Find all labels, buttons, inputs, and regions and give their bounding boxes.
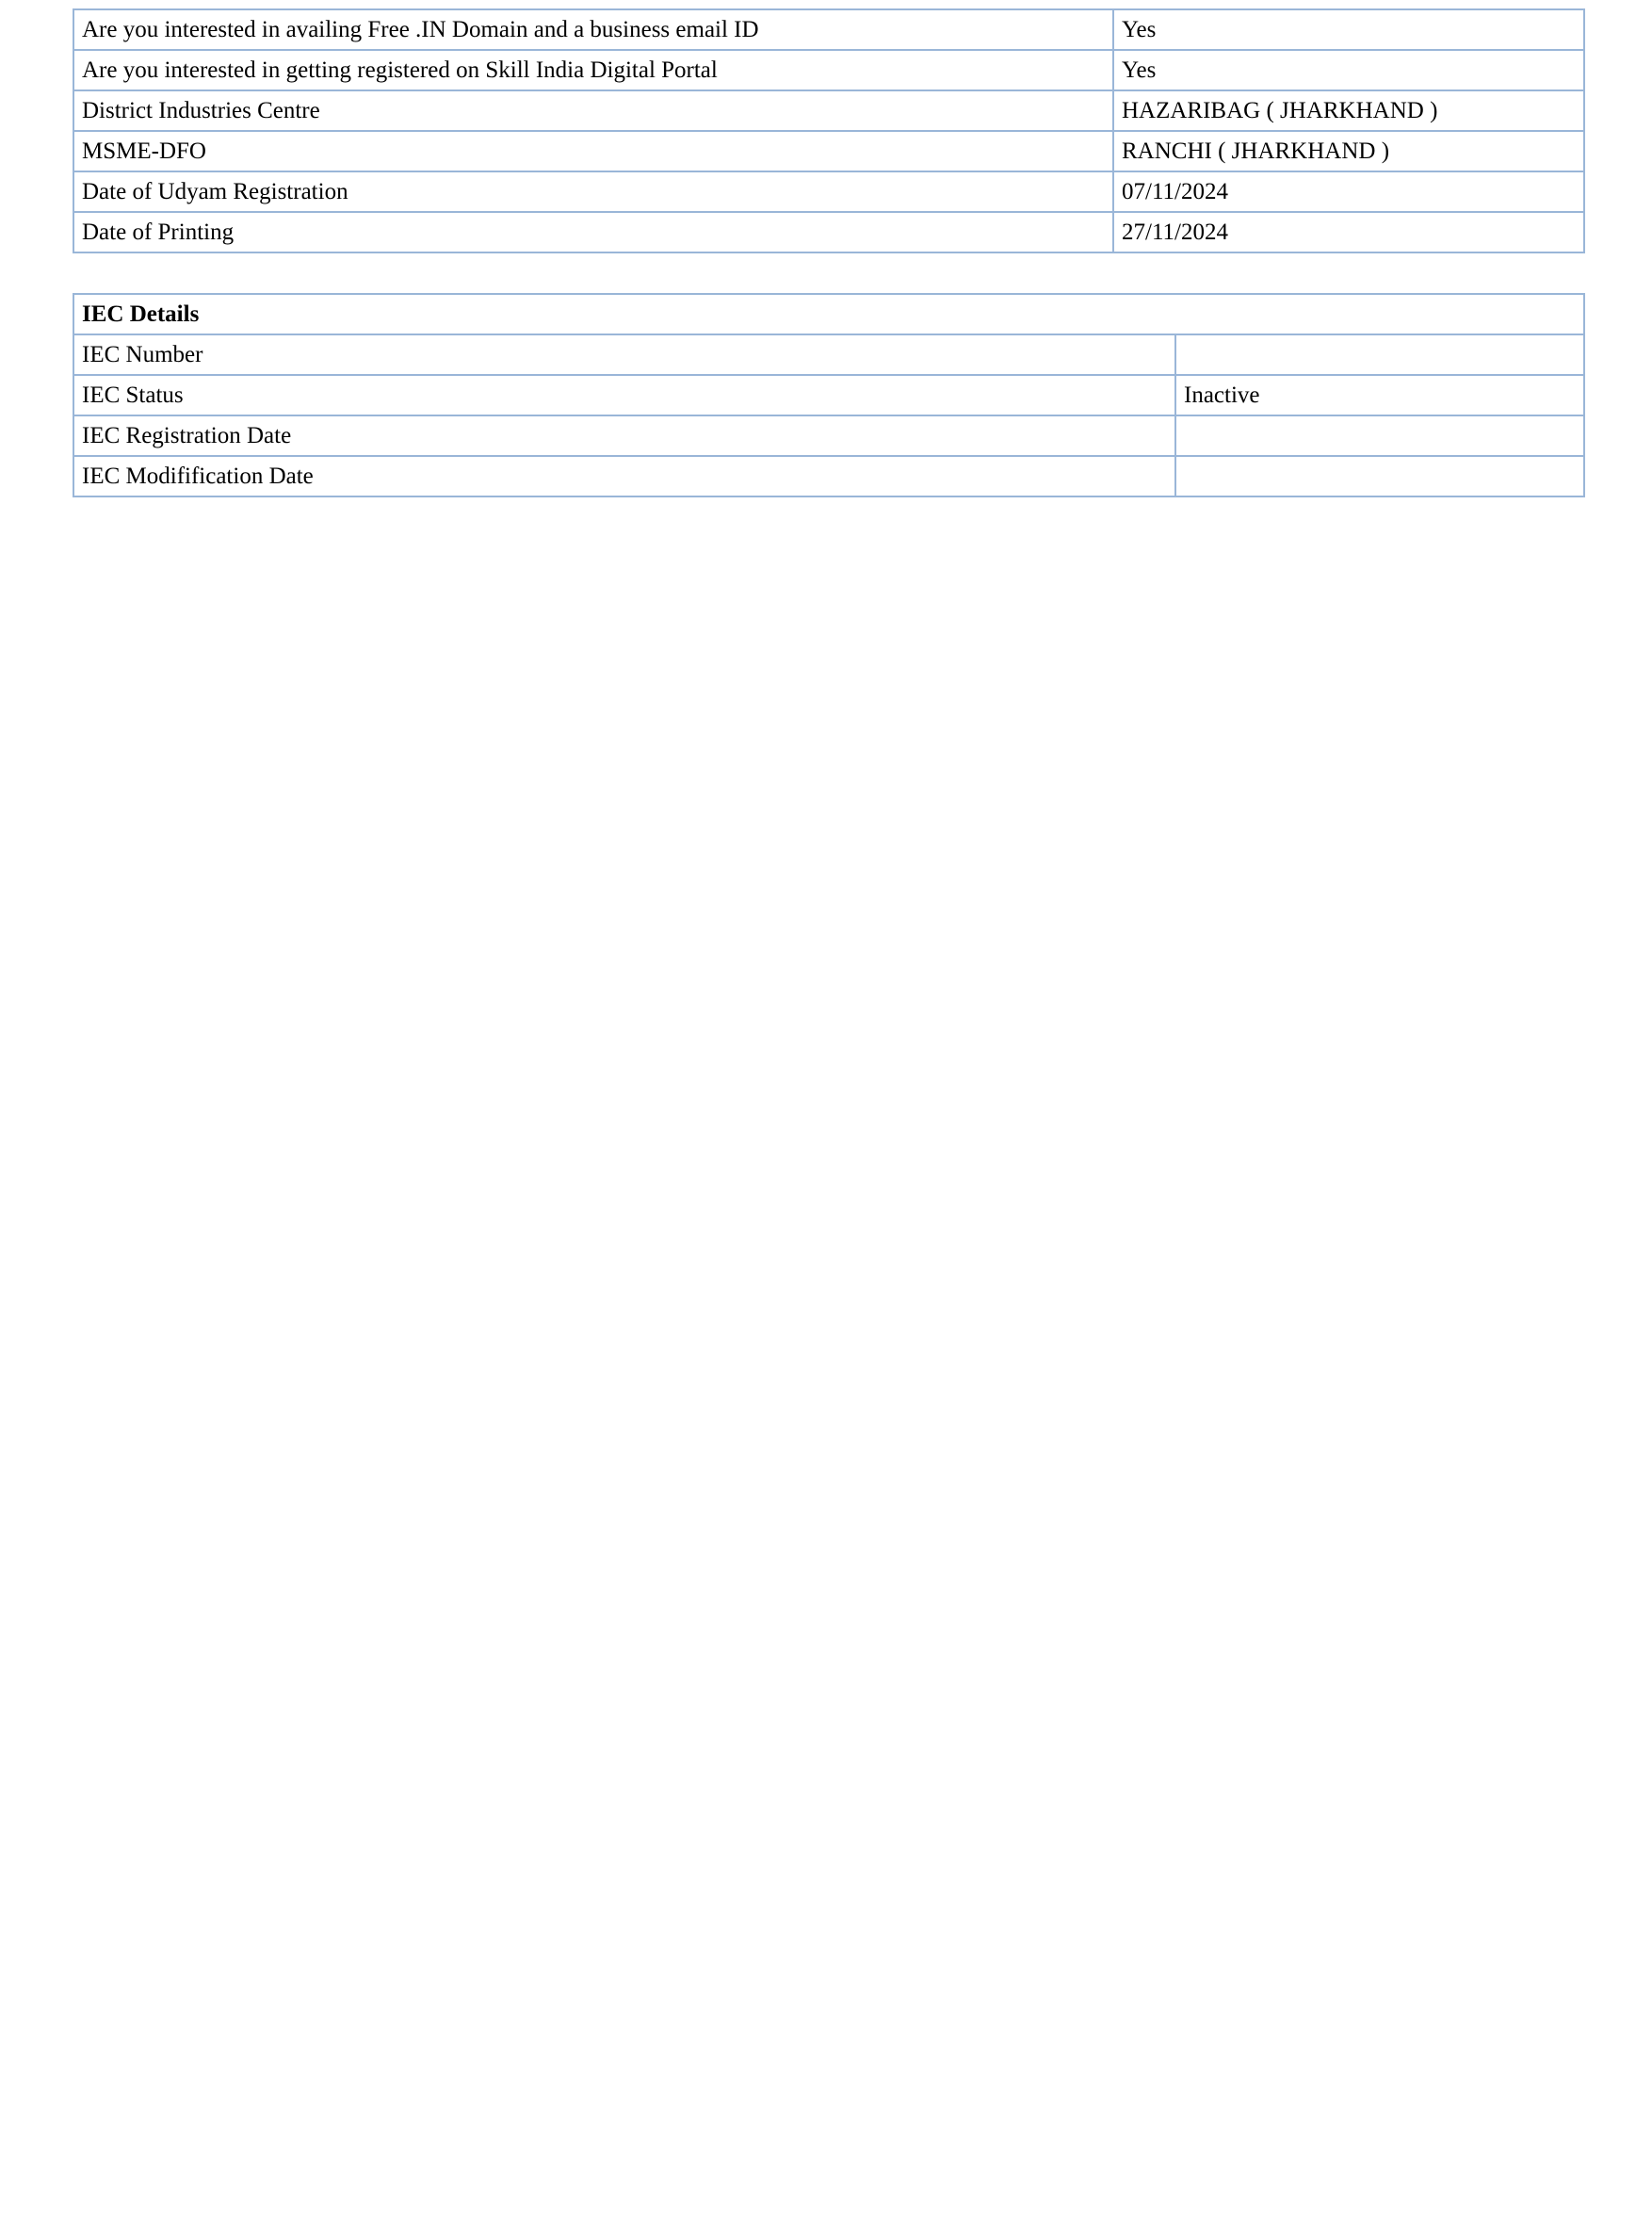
section-title-iec: IEC Details bbox=[73, 294, 1584, 334]
row-value-skill-india: Yes bbox=[1113, 50, 1584, 90]
row-value-dic: HAZARIBAG ( JHARKHAND ) bbox=[1113, 90, 1584, 131]
table-row bbox=[73, 50, 1584, 90]
row-value-iec-registration-date bbox=[1175, 415, 1584, 456]
row-value-domain-email: Yes bbox=[1113, 9, 1584, 50]
row-label-domain-email: Are you interested in availing Free .IN Domain and a business email ID bbox=[73, 9, 1113, 50]
row-value-iec-status: Inactive bbox=[1175, 375, 1584, 415]
table-row bbox=[73, 90, 1584, 131]
table-row bbox=[73, 131, 1584, 171]
row-value-iec-number bbox=[1175, 334, 1584, 375]
row-value-printing-date: 27/11/2024 bbox=[1113, 212, 1584, 252]
table-row bbox=[73, 415, 1584, 456]
table-row bbox=[73, 334, 1584, 375]
row-value-registration-date: 07/11/2024 bbox=[1113, 171, 1584, 212]
row-label-registration-date: Date of Udyam Registration bbox=[73, 171, 1113, 212]
table-row bbox=[73, 456, 1584, 496]
udyam-details-table bbox=[73, 8, 1585, 253]
row-label-dic: District Industries Centre bbox=[73, 90, 1113, 131]
table-row bbox=[73, 9, 1584, 50]
table-header-row bbox=[73, 294, 1584, 334]
row-value-msme-dfo: RANCHI ( JHARKHAND ) bbox=[1113, 131, 1584, 171]
row-label-printing-date: Date of Printing bbox=[73, 212, 1113, 252]
row-label-skill-india: Are you interested in getting registered on Skill India Digital Portal bbox=[73, 50, 1113, 90]
row-value-iec-modification-date bbox=[1175, 456, 1584, 496]
iec-details-table bbox=[73, 293, 1585, 497]
row-label-iec-registration-date: IEC Registration Date bbox=[73, 415, 1175, 456]
row-label-iec-modification-date: IEC Modifification Date bbox=[73, 456, 1175, 496]
table-row bbox=[73, 375, 1584, 415]
row-label-iec-number: IEC Number bbox=[73, 334, 1175, 375]
row-label-msme-dfo: MSME-DFO bbox=[73, 131, 1113, 171]
table-row bbox=[73, 171, 1584, 212]
table-row bbox=[73, 212, 1584, 252]
row-label-iec-status: IEC Status bbox=[73, 375, 1175, 415]
